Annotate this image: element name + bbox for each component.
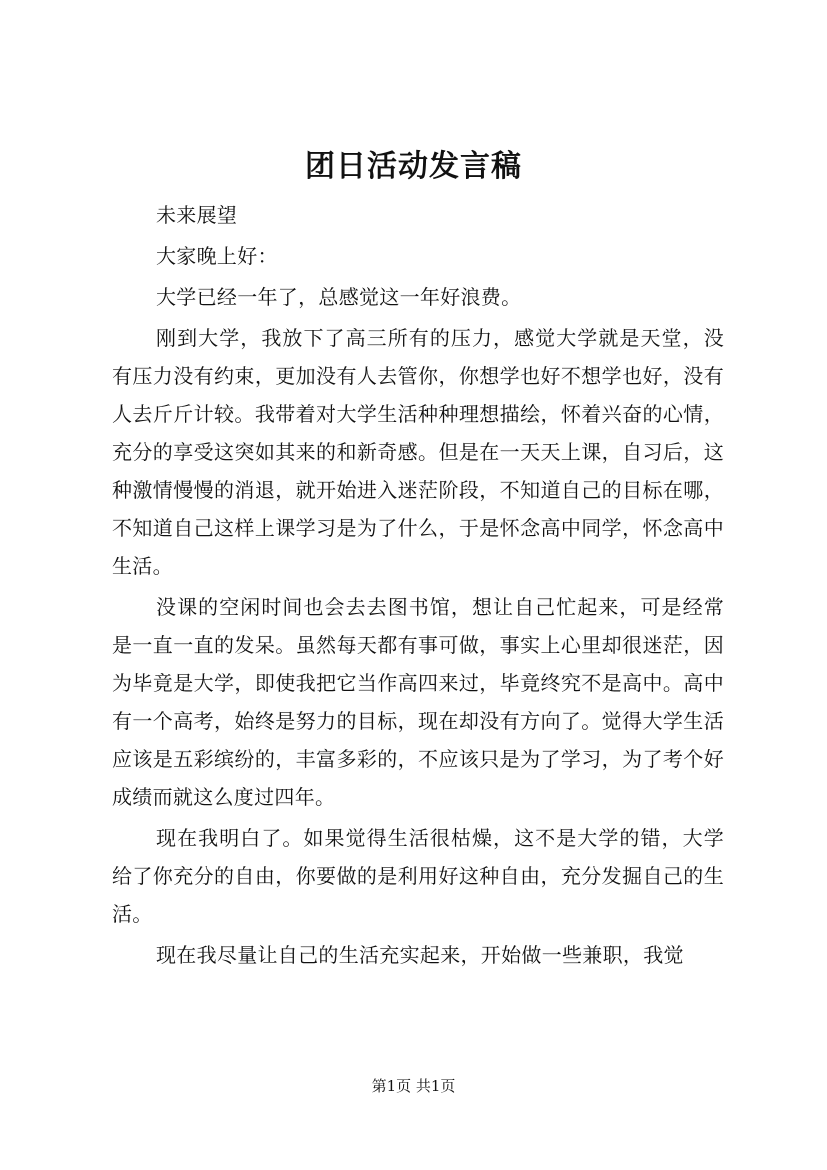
paragraph-first-year: 刚到大学，我放下了高三所有的压力，感觉大学就是天堂，没有压力没有约束，更加没有人去管你，你想学也好不想学也好，没有人去斤斤计较。我带着对大学生活种种理想描绘，怀着兴奋的心情，充分的享受这突如其来的和新奇感。但是在一天天上课，自习后，这种激情慢慢的消退，就开始进入迷茫阶段，不知道自己的目标在哪，不知道自己这样上课学习是为了什么，于是怀念高中同学，怀念高中生活。 [112, 326, 724, 578]
paragraph-current: 现在我尽量让自己的生活充实起来，开始做一些兼职，我觉 [156, 943, 684, 967]
paragraph-confusion: 没课的空闲时间也会去去图书馆，想让自己忙起来，可是经常是一直一直的发呆。虽然每天都有事可做，事实上心里却很迷茫，因为毕竟是大学，即使我把它当作高四来过，毕竟终究不是高中。高中有一个高考，始终是努力的目标，现在却没有方向了。觉得大学生活应该是五彩缤纷的，丰富多彩的，不应该只是为了学习，为了考个好成绩而就这么度过四年。 [112, 595, 724, 809]
page-footer: 第1页 共1页 [371, 1077, 456, 1095]
paragraph-realization: 现在我明白了。如果觉得生活很枯燥，这不是大学的错，大学给了你充分的自由，你要做的是利用好这种自由，充分发掘自己的生活。 [112, 826, 724, 926]
paragraph-intro: 大学已经一年了，总感觉这一年好浪费。 [156, 285, 522, 309]
document-body [112, 196, 724, 977]
paragraph-heading: 未来展望 [156, 203, 238, 227]
paragraph-greeting: 大家晚上好： [156, 244, 278, 268]
document-title: 团日活动发言稿 [305, 149, 522, 184]
